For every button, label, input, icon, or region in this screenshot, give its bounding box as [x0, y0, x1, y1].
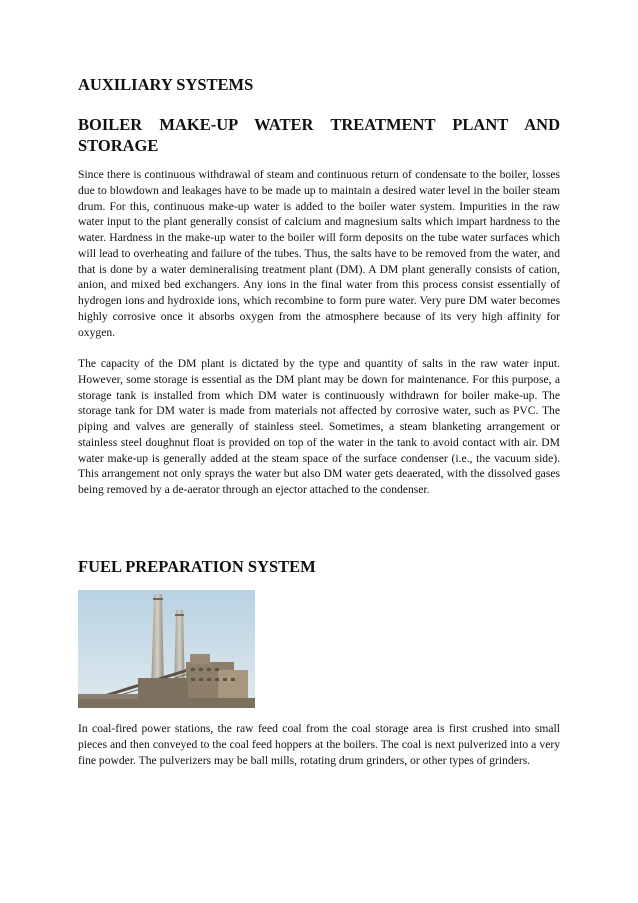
paragraph-dm-storage-block: [78, 356, 560, 498]
heading-auxiliary-systems: AUXILIARY SYSTEMS: [78, 75, 254, 94]
heading-boiler-line2: STORAGE: [78, 136, 159, 155]
heading-boiler-makeup-water: [78, 114, 560, 156]
paragraph-coal-block: [78, 721, 560, 768]
paragraph-dm-storage: The capacity of the DM plant is dictated by the type and quantity of salts in the raw water input. However, some storage is essential as the DM plant may be down for maintenance. For this purpose, a storage tank is installed from which DM water is continuously withdrawn for boiler make-up. The storage tank for DM water is made from materials not affected by corrosive water, such as PVC. The piping and valves are generally of stainless steel. Sometimes, a steam blanketing arrangement or stainless steel doughnut float is provided on top of the water in the tank to avoid contact with air. DM water make-up is generally added at the steam space of the surface condenser (i.e., the vacuum side). This arrangement not only sprays the water but also DM water gets deaerated, with the dissolved gases being removed by a de-aerator through an ejector attached to the condenser.: [78, 357, 560, 496]
ground: [78, 698, 255, 708]
power-plant-illustration: [78, 590, 255, 708]
power-plant-photo: [78, 590, 255, 708]
paragraph-dm-intro: Since there is continuous withdrawal of steam and continuous return of condensate to the boiler, losses due to blowdown and leakages have to be made up to maintain a desired water level in the boiler steam drum. For this, continuous make-up water is added to the boiler water system. Impurities in the raw water input to the plant generally consist of calcium and magnesium salts which impart hardness to the water. Hardness in the make-up water to the boiler will form deposits on the tube water surfaces which will lead to overheating and failure of the tubes. Thus, the salts have to be removed from the water, and that is done by a water demineralising treatment plant (DM). A DM plant generally consists of cation, anion, and mixed bed exchangers. Any ions in the final water from this process consist essentially of hydrogen ions and hydroxide ions, which recombine to form pure water. Very pure DM water becomes highly corrosive once it absorbs oxygen from the atmosphere because of its very high affinity for oxygen.: [78, 168, 560, 339]
heading-boiler-line1: BOILER MAKE-UP WATER TREATMENT PLANT AND: [78, 115, 560, 134]
paragraph-coal: In coal-fired power stations, the raw feed coal from the coal storage area is first crushed into small pieces and then conveyed to the coal feed hoppers at the boilers. The coal is next pulverized into a very fine powder. The pulverizers may be ball mills, rotating drum grinders, or other types of grinders.: [78, 722, 560, 767]
paragraph-dm-intro-block: [78, 167, 560, 340]
heading-fuel-preparation: FUEL PREPARATION SYSTEM: [78, 557, 316, 576]
side-building: [218, 670, 248, 700]
